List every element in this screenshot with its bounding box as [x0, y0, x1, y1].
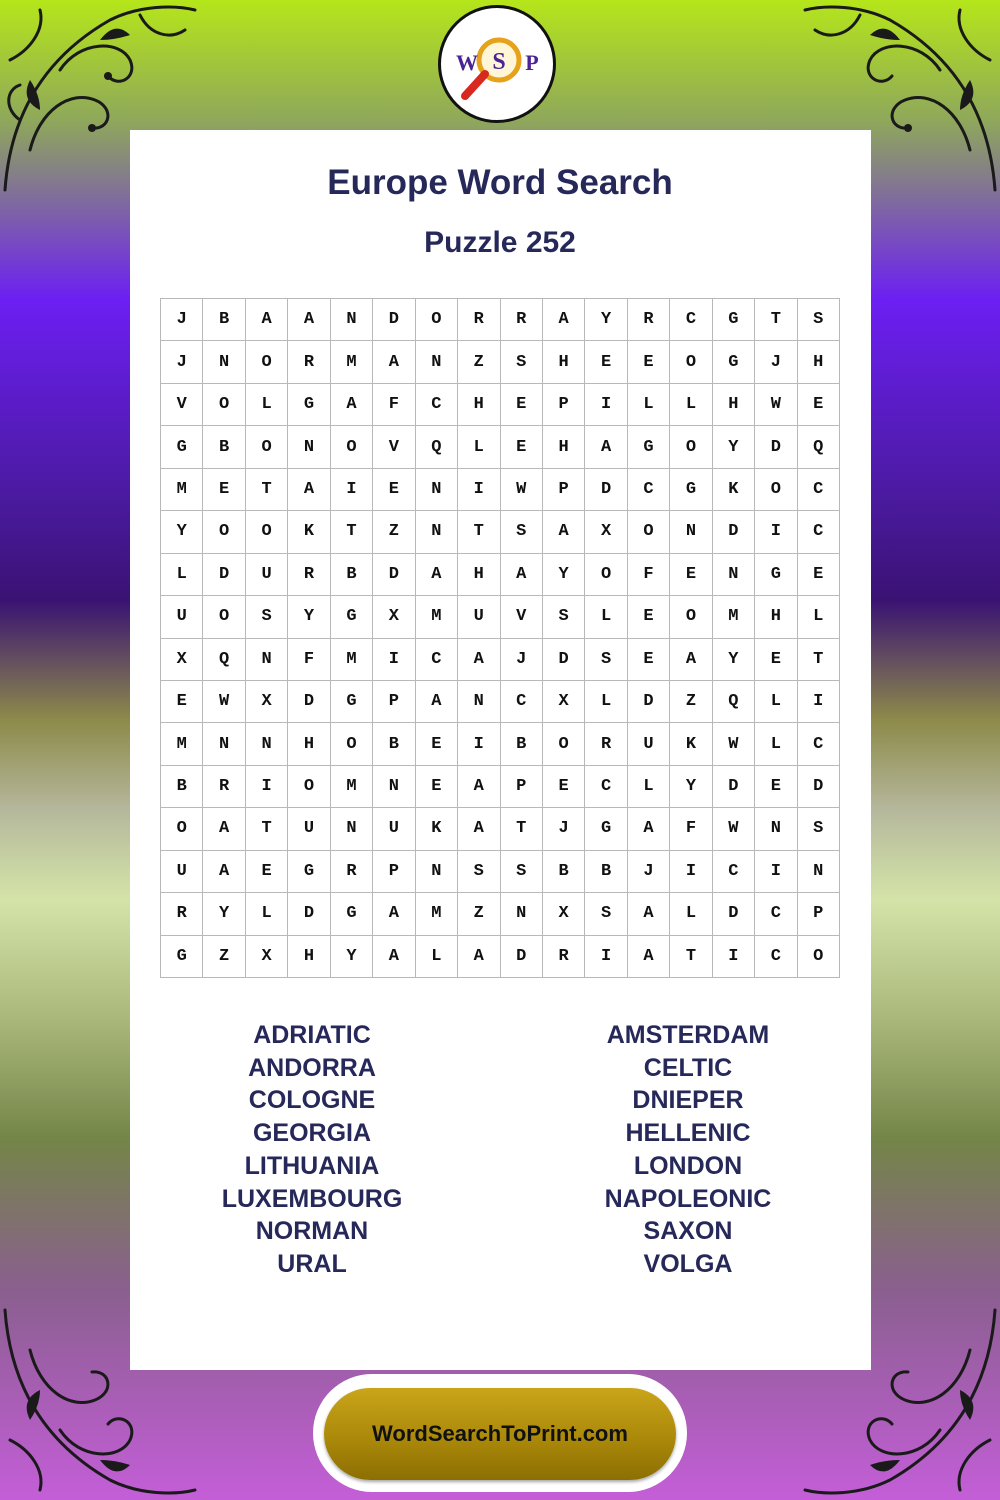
grid-cell: V [501, 596, 543, 638]
grid-cell: P [543, 469, 585, 511]
grid-cell: H [288, 936, 330, 978]
grid-cell: P [543, 384, 585, 426]
grid-cell: Z [203, 936, 245, 978]
grid-cell: R [161, 893, 203, 935]
grid-cell: H [543, 426, 585, 468]
grid-cell: G [628, 426, 670, 468]
grid-cell: A [628, 936, 670, 978]
grid-cell: N [416, 341, 458, 383]
grid-cell: U [288, 808, 330, 850]
grid-cell: M [331, 639, 373, 681]
grid-cell: Z [670, 681, 712, 723]
grid-cell: A [458, 766, 500, 808]
grid-cell: H [458, 554, 500, 596]
grid-cell: G [331, 596, 373, 638]
word-list-item: DNIEPER [632, 1086, 744, 1115]
grid-cell: K [670, 723, 712, 765]
grid-cell: T [798, 639, 840, 681]
grid-cell: I [755, 851, 797, 893]
grid-cell: F [670, 808, 712, 850]
logo-letter-p: P [525, 50, 539, 75]
grid-cell: D [288, 681, 330, 723]
grid-cell: O [670, 596, 712, 638]
grid-cell: B [543, 851, 585, 893]
grid-cell: E [543, 766, 585, 808]
grid-cell: O [246, 426, 288, 468]
grid-cell: I [458, 469, 500, 511]
grid-cell: O [543, 723, 585, 765]
grid-cell: T [501, 808, 543, 850]
grid-cell: G [331, 893, 373, 935]
grid-cell: D [203, 554, 245, 596]
grid-cell: V [373, 426, 415, 468]
grid-cell: E [416, 723, 458, 765]
grid-cell: H [713, 384, 755, 426]
wsp-logo [438, 5, 556, 123]
grid-cell: R [585, 723, 627, 765]
grid-cell: L [628, 766, 670, 808]
grid-cell: O [416, 299, 458, 341]
grid-cell: L [755, 681, 797, 723]
grid-cell: E [628, 639, 670, 681]
word-list-item: GEORGIA [252, 1119, 372, 1148]
grid-cell: O [161, 808, 203, 850]
logo-letter-s: S [492, 49, 506, 75]
grid-cell: X [585, 511, 627, 553]
grid-cell: N [331, 299, 373, 341]
grid-cell: J [161, 341, 203, 383]
grid-cell: G [755, 554, 797, 596]
grid-cell: Y [713, 639, 755, 681]
word-list-item: SAXON [643, 1217, 733, 1246]
grid-cell: D [501, 936, 543, 978]
grid-cell: L [458, 426, 500, 468]
grid-cell: G [161, 426, 203, 468]
grid-cell: W [501, 469, 543, 511]
grid-cell: V [161, 384, 203, 426]
grid-cell: A [288, 469, 330, 511]
grid-cell: C [755, 936, 797, 978]
grid-cell: U [628, 723, 670, 765]
grid-cell: N [798, 851, 840, 893]
grid-cell: O [288, 766, 330, 808]
grid-cell: G [288, 851, 330, 893]
grid-cell: X [373, 596, 415, 638]
grid-cell: L [161, 554, 203, 596]
grid-cell: O [203, 511, 245, 553]
grid-cell: D [713, 893, 755, 935]
grid-cell: I [585, 936, 627, 978]
grid-cell: E [161, 681, 203, 723]
grid-cell: A [416, 681, 458, 723]
grid-cell: A [203, 851, 245, 893]
grid-cell: E [755, 639, 797, 681]
grid-cell: R [458, 299, 500, 341]
grid-cell: S [798, 808, 840, 850]
word-list-item: VOLGA [643, 1249, 733, 1278]
grid-cell: D [543, 639, 585, 681]
grid-cell: R [331, 851, 373, 893]
grid-cell: C [670, 299, 712, 341]
grid-cell: J [161, 299, 203, 341]
grid-cell: N [713, 554, 755, 596]
grid-cell: D [713, 766, 755, 808]
grid-cell: D [713, 511, 755, 553]
grid-cell: E [798, 384, 840, 426]
grid-cell: O [331, 723, 373, 765]
grid-cell: C [798, 511, 840, 553]
grid-cell: J [501, 639, 543, 681]
word-list-left [122, 1019, 502, 1281]
grid-cell: G [288, 384, 330, 426]
grid-cell: X [246, 681, 288, 723]
grid-cell: A [628, 808, 670, 850]
grid-cell: M [416, 596, 458, 638]
grid-cell: C [755, 893, 797, 935]
grid-cell: Y [331, 936, 373, 978]
grid-cell: L [755, 723, 797, 765]
grid-cell: N [458, 681, 500, 723]
word-list-item: ANDORRA [248, 1053, 376, 1082]
grid-cell: A [458, 808, 500, 850]
letter-grid [160, 298, 840, 978]
grid-cell: M [416, 893, 458, 935]
grid-cell: D [373, 299, 415, 341]
grid-cell: L [670, 893, 712, 935]
grid-cell: Y [543, 554, 585, 596]
grid-cell: L [585, 681, 627, 723]
grid-cell: F [628, 554, 670, 596]
grid-cell: T [331, 511, 373, 553]
grid-cell: E [373, 469, 415, 511]
grid-cell: I [755, 511, 797, 553]
grid-cell: N [203, 341, 245, 383]
grid-cell: H [755, 596, 797, 638]
word-list-item: AMSTERDAM [606, 1021, 770, 1049]
word-list-item: NORMAN [255, 1217, 369, 1246]
grid-cell: A [628, 893, 670, 935]
grid-cell: O [203, 596, 245, 638]
grid-cell: G [670, 469, 712, 511]
grid-cell: D [288, 893, 330, 935]
grid-cell: B [373, 723, 415, 765]
grid-cell: L [416, 936, 458, 978]
grid-cell: E [501, 384, 543, 426]
grid-cell: W [713, 808, 755, 850]
grid-cell: B [203, 299, 245, 341]
grid-cell: Y [713, 426, 755, 468]
grid-cell: A [670, 639, 712, 681]
grid-cell: C [501, 681, 543, 723]
grid-cell: F [373, 384, 415, 426]
grid-cell: H [458, 384, 500, 426]
grid-cell: L [670, 384, 712, 426]
page-title: Europe Word Search [327, 163, 673, 202]
grid-cell: T [246, 469, 288, 511]
grid-cell: H [543, 341, 585, 383]
grid-cell: I [246, 766, 288, 808]
grid-cell: T [755, 299, 797, 341]
grid-cell: O [585, 554, 627, 596]
grid-cell: Y [670, 766, 712, 808]
grid-cell: E [203, 469, 245, 511]
grid-cell: U [458, 596, 500, 638]
grid-cell: W [713, 723, 755, 765]
grid-cell: O [798, 936, 840, 978]
grid-cell: Y [203, 893, 245, 935]
grid-cell: G [713, 341, 755, 383]
grid-cell: O [755, 469, 797, 511]
grid-cell: O [203, 384, 245, 426]
grid-cell: S [585, 893, 627, 935]
word-list-item: CELTIC [643, 1053, 733, 1082]
grid-cell: Q [713, 681, 755, 723]
grid-cell: I [585, 384, 627, 426]
grid-cell: A [458, 936, 500, 978]
grid-cell: K [416, 808, 458, 850]
grid-cell: O [331, 426, 373, 468]
word-list-item: COLOGNE [248, 1086, 376, 1115]
grid-cell: A [543, 299, 585, 341]
grid-cell: J [628, 851, 670, 893]
word-list-item: LITHUANIA [244, 1151, 380, 1180]
grid-cell: A [373, 893, 415, 935]
grid-cell: B [585, 851, 627, 893]
grid-cell: T [458, 511, 500, 553]
grid-cell: L [246, 893, 288, 935]
magnifier-logo-icon [441, 8, 553, 120]
grid-cell: I [373, 639, 415, 681]
grid-cell: K [288, 511, 330, 553]
grid-cell: Y [161, 511, 203, 553]
grid-cell: E [416, 766, 458, 808]
grid-cell: S [501, 341, 543, 383]
grid-cell: T [670, 936, 712, 978]
grid-cell: O [628, 511, 670, 553]
grid-cell: E [585, 341, 627, 383]
grid-cell: M [331, 341, 373, 383]
grid-cell: Y [288, 596, 330, 638]
grid-cell: E [628, 596, 670, 638]
grid-cell: E [246, 851, 288, 893]
grid-cell: D [585, 469, 627, 511]
grid-cell: F [288, 639, 330, 681]
grid-cell: D [628, 681, 670, 723]
grid-cell: N [416, 851, 458, 893]
grid-cell: R [501, 299, 543, 341]
grid-cell: W [203, 681, 245, 723]
grid-cell: Q [203, 639, 245, 681]
grid-cell: S [585, 639, 627, 681]
grid-cell: R [203, 766, 245, 808]
site-banner-link[interactable]: WordSearchToPrint.com [324, 1388, 676, 1480]
grid-cell: C [713, 851, 755, 893]
grid-cell: D [798, 766, 840, 808]
grid-cell: C [798, 469, 840, 511]
grid-cell: R [288, 341, 330, 383]
grid-cell: I [713, 936, 755, 978]
grid-cell: E [628, 341, 670, 383]
grid-cell: S [246, 596, 288, 638]
grid-cell: C [585, 766, 627, 808]
grid-cell: X [246, 936, 288, 978]
grid-cell: N [331, 808, 373, 850]
grid-cell: A [246, 299, 288, 341]
grid-cell: Q [798, 426, 840, 468]
word-list-right [498, 1019, 878, 1281]
grid-cell: N [203, 723, 245, 765]
grid-cell: N [670, 511, 712, 553]
grid-cell: B [203, 426, 245, 468]
grid-cell: L [798, 596, 840, 638]
grid-cell: S [798, 299, 840, 341]
grid-cell: P [373, 851, 415, 893]
grid-cell: N [246, 723, 288, 765]
word-list-item: NAPOLEONIC [604, 1184, 772, 1213]
grid-cell: P [373, 681, 415, 723]
word-list-item: LUXEMBOURG [221, 1184, 403, 1213]
grid-cell: E [798, 554, 840, 596]
grid-cell: B [331, 554, 373, 596]
grid-cell: O [670, 426, 712, 468]
grid-cell: C [416, 639, 458, 681]
grid-cell: D [755, 426, 797, 468]
grid-cell: S [543, 596, 585, 638]
grid-cell: S [458, 851, 500, 893]
grid-cell: M [161, 723, 203, 765]
grid-cell: N [246, 639, 288, 681]
grid-cell: A [288, 299, 330, 341]
grid-cell: L [628, 384, 670, 426]
grid-cell: X [543, 681, 585, 723]
word-list-item: HELLENIC [625, 1119, 751, 1148]
grid-cell: N [288, 426, 330, 468]
grid-cell: A [331, 384, 373, 426]
grid-cell: B [501, 723, 543, 765]
grid-cell: O [670, 341, 712, 383]
grid-cell: P [501, 766, 543, 808]
grid-cell: N [755, 808, 797, 850]
grid-cell: M [713, 596, 755, 638]
grid-cell: H [798, 341, 840, 383]
grid-cell: G [713, 299, 755, 341]
grid-cell: U [161, 596, 203, 638]
grid-cell: A [585, 426, 627, 468]
grid-cell: C [798, 723, 840, 765]
grid-cell: C [416, 384, 458, 426]
grid-cell: N [416, 511, 458, 553]
puzzle-number: Puzzle 252 [424, 226, 576, 259]
grid-cell: E [501, 426, 543, 468]
grid-cell: P [798, 893, 840, 935]
word-list-item: URAL [277, 1249, 347, 1278]
grid-cell: H [288, 723, 330, 765]
grid-cell: J [755, 341, 797, 383]
grid-cell: A [203, 808, 245, 850]
grid-cell: L [246, 384, 288, 426]
word-list-item: LONDON [633, 1151, 743, 1180]
grid-cell: M [331, 766, 373, 808]
grid-cell: Z [373, 511, 415, 553]
grid-cell: A [501, 554, 543, 596]
grid-cell: X [161, 639, 203, 681]
grid-cell: A [373, 936, 415, 978]
grid-cell: U [373, 808, 415, 850]
grid-cell: R [543, 936, 585, 978]
grid-cell: I [798, 681, 840, 723]
grid-cell: C [628, 469, 670, 511]
logo-letter-w: W [456, 50, 478, 75]
grid-cell: E [755, 766, 797, 808]
grid-cell: J [543, 808, 585, 850]
grid-cell: N [501, 893, 543, 935]
word-list-item: ADRIATIC [253, 1021, 371, 1049]
grid-cell: O [246, 511, 288, 553]
grid-cell: G [161, 936, 203, 978]
grid-cell: T [246, 808, 288, 850]
grid-cell: W [755, 384, 797, 426]
grid-cell: I [331, 469, 373, 511]
grid-cell: Z [458, 893, 500, 935]
grid-cell: R [628, 299, 670, 341]
grid-cell: R [288, 554, 330, 596]
grid-cell: U [246, 554, 288, 596]
grid-cell: S [501, 851, 543, 893]
grid-cell: E [670, 554, 712, 596]
grid-cell: X [543, 893, 585, 935]
grid-cell: A [373, 341, 415, 383]
grid-cell: G [331, 681, 373, 723]
grid-cell: D [373, 554, 415, 596]
grid-cell: U [161, 851, 203, 893]
grid-cell: G [585, 808, 627, 850]
grid-cell: A [416, 554, 458, 596]
grid-cell: Z [458, 341, 500, 383]
grid-cell: Y [585, 299, 627, 341]
grid-cell: S [501, 511, 543, 553]
grid-cell: I [458, 723, 500, 765]
grid-cell: N [416, 469, 458, 511]
grid-cell: N [373, 766, 415, 808]
grid-cell: O [246, 341, 288, 383]
grid-cell: A [543, 511, 585, 553]
grid-cell: I [670, 851, 712, 893]
grid-cell: L [585, 596, 627, 638]
grid-cell: A [458, 639, 500, 681]
grid-cell: B [161, 766, 203, 808]
grid-cell: K [713, 469, 755, 511]
grid-cell: Q [416, 426, 458, 468]
grid-cell: M [161, 469, 203, 511]
